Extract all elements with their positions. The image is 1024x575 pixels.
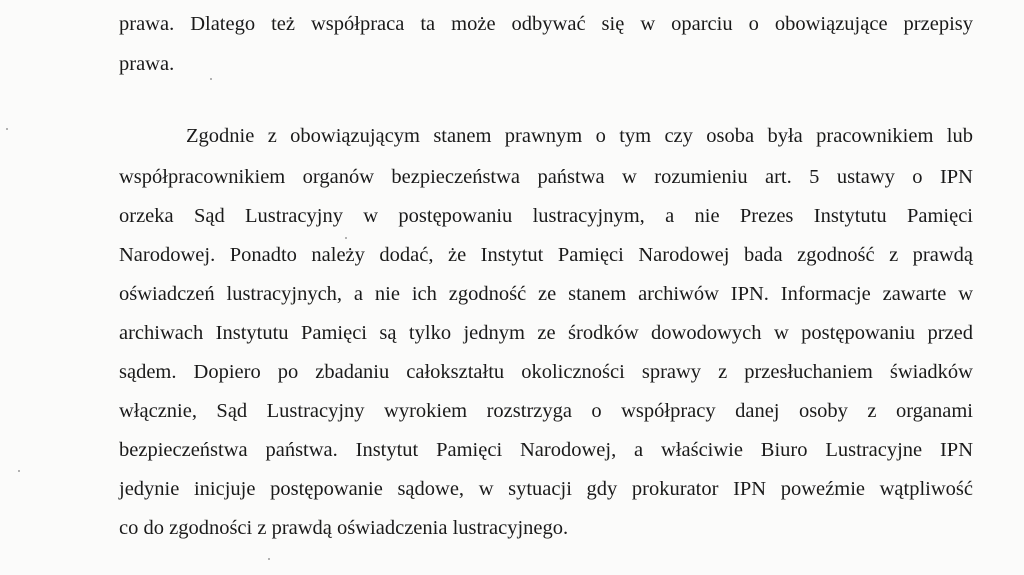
scan-speck — [18, 470, 20, 472]
scan-speck — [6, 128, 8, 130]
text-line: sądem. Dopiero po zbadaniu całokształtu okoliczności sprawy z przesłuchaniem świadków — [119, 361, 973, 383]
scan-speck — [345, 237, 347, 239]
text-line: prawa. — [119, 53, 175, 75]
text-line: orzeka Sąd Lustracyjny w postępowaniu lustracyjnym, a nie Prezes Instytutu Pamięci — [119, 205, 973, 227]
text-line: oświadczeń lustracyjnych, a nie ich zgodność ze stanem archiwów IPN. Informacje zawarte w — [119, 283, 973, 305]
text-line: współpracownikiem organów bezpieczeństwa państwa w rozumieniu art. 5 ustawy o IPN — [119, 166, 973, 188]
text-line: bezpieczeństwa państwa. Instytut Pamięci Narodowej, a właściwie Biuro Lustracyjne IPN — [119, 439, 973, 461]
text-line: archiwach Instytutu Pamięci są tylko jednym ze środków dowodowych w postępowaniu przed — [119, 322, 973, 344]
text-line: Zgodnie z obowiązującym stanem prawnym o tym czy osoba była pracownikiem lub — [186, 125, 973, 147]
text-line: co do zgodności z prawdą oświadczenia lustracyjnego. — [119, 517, 569, 539]
text-line: włącznie, Sąd Lustracyjny wyrokiem rozstrzyga o współpracy danej osoby z organami — [119, 400, 973, 422]
text-line: Narodowej. Ponadto należy dodać, że Instytut Pamięci Narodowej bada zgodność z prawdą — [119, 244, 973, 266]
scan-speck — [268, 558, 270, 560]
text-line: prawa. Dlatego też współpraca ta może odbywać się w oparciu o obowiązujące przepisy — [119, 13, 973, 35]
scan-speck — [210, 78, 212, 80]
text-line: jedynie inicjuje postępowanie sądowe, w sytuacji gdy prokurator IPN poweźmie wątpliwość — [119, 478, 973, 500]
